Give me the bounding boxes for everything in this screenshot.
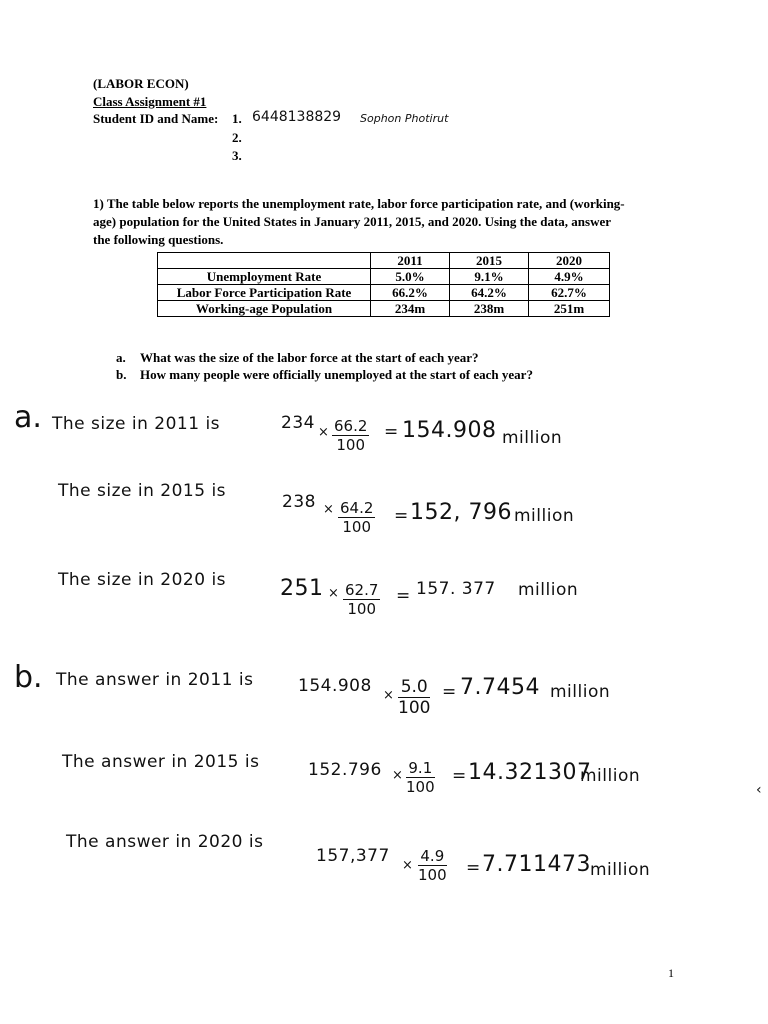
- answer-a1-base: 234: [281, 413, 315, 433]
- answer-b2-denominator: 100: [406, 777, 435, 796]
- table-row: [158, 301, 610, 317]
- subquestion-b-text: How many people were officially unemployed at the start of each year?: [140, 367, 533, 382]
- stray-pen-mark: ‹: [756, 782, 762, 798]
- student-id-handwritten: 6448138829: [252, 109, 342, 125]
- student-label: Student ID and Name:: [93, 111, 219, 126]
- student-number-2: 2.: [232, 130, 242, 145]
- answer-a2-numerator: 64.2: [340, 499, 374, 517]
- answer-a1-times: ×: [318, 425, 329, 440]
- answer-a3-times: ×: [328, 586, 339, 601]
- answer-a1-fraction: [332, 418, 369, 454]
- question-1-line-1: 1) The table below reports the unemployment rate, labor force participation rate, and (working-: [93, 196, 625, 211]
- answer-a2-result: 152, 796: [410, 500, 512, 525]
- answer-b3-times: ×: [402, 858, 413, 873]
- answer-a2-denominator: 100: [342, 517, 372, 536]
- answer-b3-equals: =: [466, 858, 481, 878]
- course-title: (LABOR ECON): [93, 76, 189, 91]
- answer-a2-base: 238: [282, 492, 316, 512]
- answer-a3-numerator: 62.7: [345, 581, 379, 599]
- answer-b3-unit: million: [590, 860, 651, 880]
- subquestion-a-text: What was the size of the labor force at the start of each year?: [140, 350, 479, 365]
- answer-a2-fraction: [338, 500, 375, 536]
- answer-a1-denominator: 100: [336, 435, 366, 454]
- table-header-cell: 2020: [529, 253, 610, 269]
- answer-a-letter: a.: [14, 400, 42, 435]
- table-cell: 66.2%: [371, 285, 450, 301]
- table-row-label: Labor Force Participation Rate: [158, 285, 371, 301]
- student-number-1: 1.: [232, 111, 242, 126]
- answer-a2-unit: million: [514, 506, 575, 526]
- table-header-cell: [158, 253, 371, 269]
- answer-b1-base: 154.908: [298, 676, 372, 696]
- page-number: 1: [668, 966, 674, 980]
- answer-b3-result: 7.711473: [482, 852, 591, 877]
- answer-a1-prefix: The size in 2011 is: [52, 414, 221, 434]
- answer-a2-prefix: The size in 2015 is: [58, 481, 227, 501]
- answer-a2-times: ×: [323, 502, 334, 517]
- answer-b2-base: 152.796: [308, 760, 382, 780]
- answer-a3-base: 251: [280, 576, 324, 601]
- table-cell: 234m: [371, 301, 450, 317]
- answer-a3-fraction: [343, 582, 380, 618]
- answer-b2-unit: million: [580, 766, 641, 786]
- answer-b1-times: ×: [383, 688, 394, 703]
- table-cell: 62.7%: [529, 285, 610, 301]
- table-cell: 4.9%: [529, 269, 610, 285]
- answer-b2-equals: =: [452, 766, 467, 786]
- answer-b3-denominator: 100: [418, 865, 447, 884]
- table-row-label: Working-age Population: [158, 301, 371, 317]
- answer-b3-numerator: 4.9: [418, 848, 447, 866]
- table-cell: 9.1%: [450, 269, 529, 285]
- answer-a2-equals: =: [394, 506, 409, 526]
- assignment-title: Class Assignment #1: [93, 94, 207, 109]
- answer-b-letter: b.: [14, 660, 43, 695]
- answer-a3-prefix: The size in 2020 is: [58, 570, 227, 590]
- subquestion-b-label: b.: [116, 367, 127, 382]
- table-cell: 5.0%: [371, 269, 450, 285]
- answer-b3-fraction: [418, 848, 447, 884]
- table-cell: 64.2%: [450, 285, 529, 301]
- answer-b1-fraction: [398, 678, 430, 718]
- table-cell: 238m: [450, 301, 529, 317]
- labor-data-table: [157, 252, 610, 317]
- answer-a3-result: 157. 377: [416, 579, 496, 599]
- answer-a3-unit: million: [518, 580, 579, 600]
- table-row-label: Unemployment Rate: [158, 269, 371, 285]
- table-row: [158, 285, 610, 301]
- answer-a3-equals: =: [396, 586, 411, 606]
- answer-b2-result: 14.321307: [468, 760, 592, 785]
- answer-b2-fraction: [406, 760, 435, 796]
- question-1-line-2: age) population for the United States in January 2011, 2015, and 2020. Using the data, answer: [93, 214, 612, 229]
- answer-a1-unit: million: [502, 428, 563, 448]
- answer-a1-equals: =: [384, 422, 399, 442]
- answer-b1-prefix: The answer in 2011 is: [56, 670, 254, 690]
- answer-a1-numerator: 66.2: [334, 417, 368, 435]
- subquestion-a-label: a.: [116, 350, 126, 365]
- answer-b2-times: ×: [392, 768, 403, 783]
- answer-b3-base: 157,377: [316, 846, 390, 866]
- table-header-cell: 2011: [371, 253, 450, 269]
- answer-a1-result: 154.908: [402, 418, 497, 443]
- answer-b2-prefix: The answer in 2015 is: [62, 752, 260, 772]
- answer-b3-prefix: The answer in 2020 is: [66, 832, 264, 852]
- answer-b1-result: 7.7454: [460, 675, 540, 700]
- answer-a3-denominator: 100: [347, 599, 377, 618]
- answer-b1-numerator: 5.0: [398, 678, 430, 698]
- table-row: [158, 269, 610, 285]
- answer-b1-unit: million: [550, 682, 611, 702]
- table-header-row: [158, 253, 610, 269]
- table-cell: 251m: [529, 301, 610, 317]
- answer-b1-equals: =: [442, 682, 457, 702]
- answer-b1-denominator: 100: [398, 697, 431, 718]
- answer-b2-numerator: 9.1: [406, 760, 435, 778]
- question-1-line-3: the following questions.: [93, 232, 224, 247]
- student-name-handwritten: Sophon Photirut: [360, 112, 449, 125]
- table-header-cell: 2015: [450, 253, 529, 269]
- student-number-3: 3.: [232, 148, 242, 163]
